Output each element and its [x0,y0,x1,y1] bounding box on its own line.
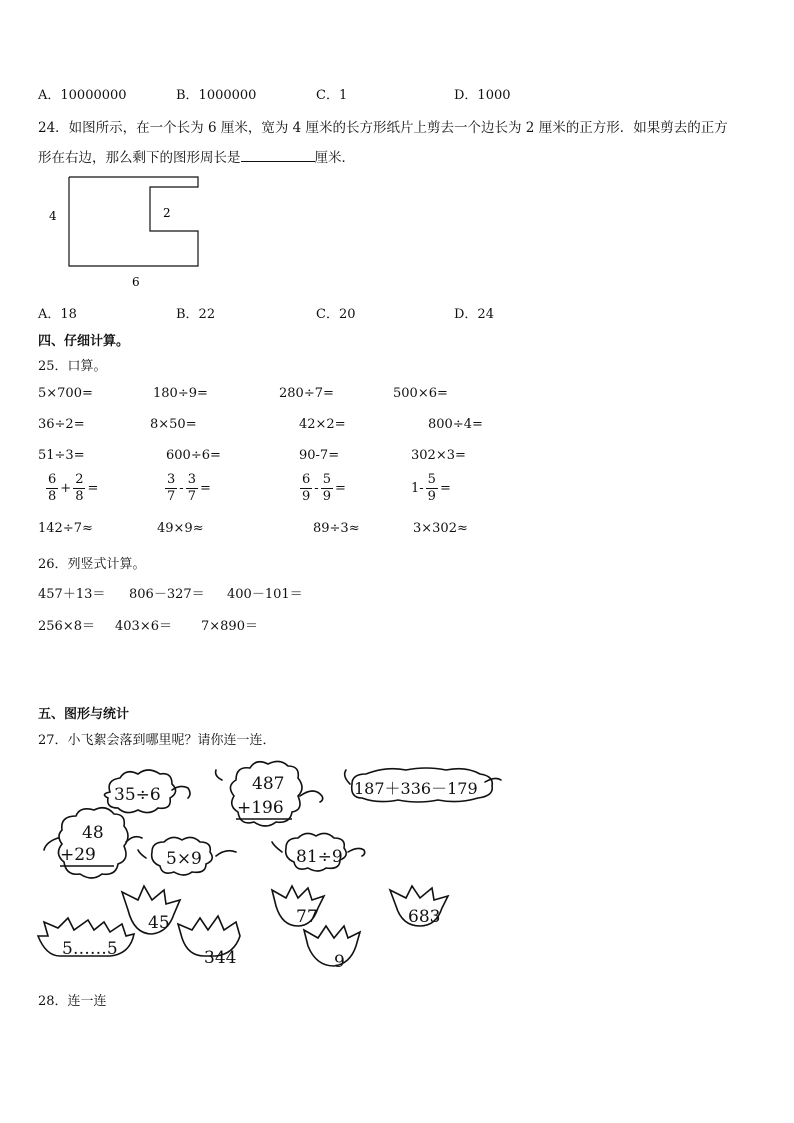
cloud-label: 5×9 [166,849,202,869]
calc-item: 90-7= [299,448,340,463]
question-28-title: 28．连一连 [38,994,107,1009]
cloud-label: +196 [237,798,284,818]
cloud-tail [300,791,323,802]
operator: 1- [411,481,424,496]
q24-option-a: A．18 [38,307,77,322]
calc-item: 142÷7≈ [38,521,93,536]
answer-blank [241,149,315,162]
cloud-label: 81÷9 [296,847,343,867]
question-26-title: 26．列竖式计算。 [38,557,146,572]
grass-label: 45 [148,913,170,933]
denominator: 9 [302,489,311,504]
calc-item: 500×6= [393,386,448,401]
numerator: 3 [187,472,196,487]
question-25-title: 25．口算。 [38,359,107,374]
numerator: 5 [427,472,436,487]
q24-option-c: C．20 [316,307,356,322]
option-a: A．10000000 [38,88,127,103]
calc-item: 49×9≈ [157,521,204,536]
calc-item: 8×50= [150,417,197,432]
calc-item: 36÷2= [38,417,85,432]
denominator: 8 [48,489,57,504]
cloud-label: 187＋336－179 [354,779,478,798]
numerator: 2 [75,472,84,487]
cloud-label: 487 [252,774,285,794]
denominator: 7 [187,489,196,504]
cloud-tail [485,778,501,782]
cloud-tail [216,770,222,780]
figure-label-inner: 2 [163,206,171,220]
figure-label-bottom: 6 [132,275,140,289]
calc-item: 42×2= [299,417,346,432]
calc-item: 800÷4= [428,417,483,432]
numerator: 5 [322,472,331,487]
cloud-tail [272,842,282,852]
fraction [73,472,85,505]
question-24-line1: 24．如图所示，在一个长为 6 厘米，宽为 4 厘米的长方形纸片上剪去一个边长为 2 厘米的正方形．如果剪去的正方 [38,120,728,136]
denominator: 7 [167,489,176,504]
operator: - [179,481,184,496]
q24-option-b: B．22 [176,307,216,322]
denominator: 8 [75,489,84,504]
fraction [46,472,58,505]
question-24-line2-text: 形在右边，那么剩下的图形周长是 [38,150,241,166]
grass-label: 5……5 [62,939,118,959]
cloud-tail [216,851,236,856]
fraction-expression [298,472,346,505]
calc-item: 51÷3= [38,448,85,463]
fraction-expression [44,472,98,505]
grass-label: 344 [204,948,237,968]
vertical-calc-item: 256×8＝ [38,619,95,634]
question-24-line2-unit: 厘米． [314,150,355,166]
cloud-tail [345,770,350,784]
fraction [165,472,177,505]
equals: = [199,481,211,496]
fraction-expression [411,472,451,505]
option-d: D．1000 [454,88,511,103]
fraction [300,472,312,505]
numerator: 6 [48,472,57,487]
vertical-calc-item: 806－327＝ [129,587,205,602]
cloud-label: 48 [82,823,104,843]
calc-item: 89÷3≈ [313,521,360,536]
dandelion-matching-illustration [30,760,510,980]
q24-option-d: D．24 [454,307,494,322]
cloud-tail [138,850,146,858]
cloud-tail [44,838,58,850]
calc-item: 600÷6= [166,448,221,463]
grass-label: 9 [334,952,345,972]
figure-outline [69,177,198,266]
calc-item: 5×700= [38,386,93,401]
option-c: C．1 [316,88,348,103]
fraction [426,472,438,505]
figure-label-left: 4 [49,209,57,223]
operator: + [60,481,72,496]
calc-item: 302×3= [411,448,466,463]
question-24-line2 [38,146,355,166]
equals: = [439,481,451,496]
rectangle-figure [40,170,220,295]
grass-outline [304,926,360,966]
operator: - [314,481,319,496]
fraction [186,472,198,505]
grass-label: 77 [296,907,318,927]
fraction [321,472,333,505]
cloud-label: 35÷6 [114,785,161,805]
calc-item: 180÷9= [153,386,208,401]
equals: = [87,481,99,496]
section-4-heading: 四、仔细计算。 [38,334,130,349]
vertical-calc-item: 7×890＝ [201,619,258,634]
section-5-heading: 五、图形与统计 [38,707,130,722]
numerator: 3 [167,472,176,487]
vertical-calc-item: 400－101＝ [227,587,303,602]
calc-item: 3×302≈ [413,521,468,536]
cloud-label: +29 [60,845,96,865]
cloud-tail [348,848,365,856]
vertical-calc-item: 403×6＝ [115,619,172,634]
denominator: 9 [427,489,436,504]
question-27-title: 27．小飞絮会落到哪里呢？请你连一连． [38,733,276,748]
denominator: 9 [322,489,331,504]
equals: = [334,481,346,496]
vertical-calc-item: 457＋13＝ [38,587,106,602]
fraction-expression [163,472,211,505]
calc-item: 280÷7= [279,386,334,401]
numerator: 6 [302,472,311,487]
option-b: B．1000000 [176,88,257,103]
grass-label: 683 [408,907,441,927]
